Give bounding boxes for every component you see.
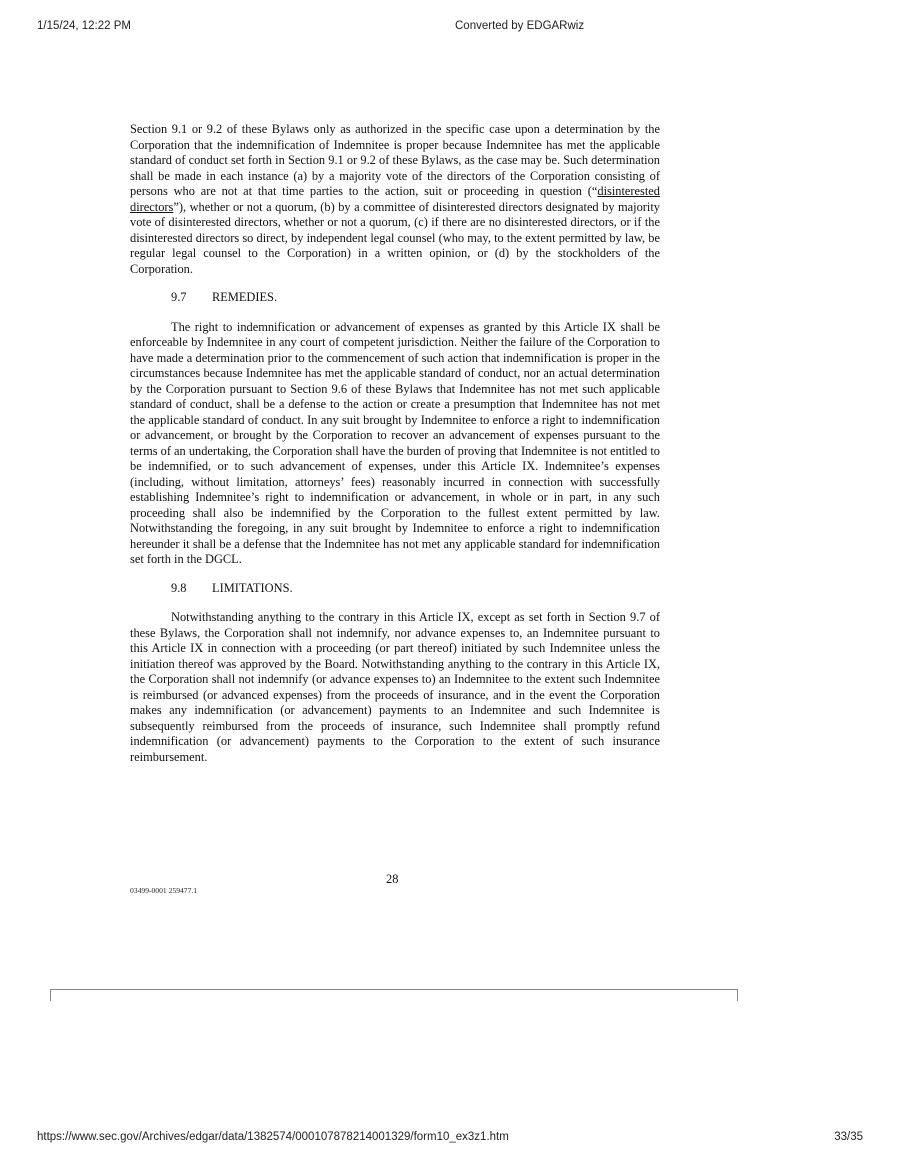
print-header	[0, 20, 900, 36]
source-url: https://www.sec.gov/Archives/edgar/data/1382574/000107878214001329/form10_ex3z1.htm	[37, 1131, 509, 1143]
converter-label: Converted by EDGARwiz	[455, 20, 585, 32]
page-divider	[50, 989, 738, 1001]
page-number: 28	[386, 872, 399, 886]
section-number: 9.7	[171, 290, 187, 304]
section-body-9-7: The right to indemnification or advancement of expenses as granted by this Article IX shall be enforceable by Indemnitee in any court of competent jurisdiction. Neither the failure of the Corporation to have made a determination prior to the commencement of such action that indemnification is proper in the circumstances because Indemnitee has met the applicable standard of conduct, nor an actual determination by the Corporation pursuant to Section 9.6 of these Bylaws that Indemnitee has not met such applicable standard of conduct, shall be a defense to the action or create a presumption that Indemnitee has not met the applicable standard of conduct. In any suit brought by Indemnitee to enforce a right to indemnification or advancement, or brought by the Corporation to recover an advancement of expenses pursuant to the terms of an undertaking, the Corporation shall have the burden of proving that Indemnitee is not entitled to be indemnified, or to such advancement of expenses, under this Article IX. Indemnitee’s expenses (including, without limitation, attorneys’ fees) reasonably incurred in connection with successfully establishing Indemnitee’s right to indemnification or advancement, in whole or in part, in any such proceeding shall also be indemnified by the Corporation to the fullest extent permitted by law. Notwithstanding the foregoing, in any suit brought by Indemnitee to enforce a right to indemnification hereunder it shall be a defense that the Indemnitee has not met any applicable standard for indemnification set forth in the DGCL.	[130, 319, 660, 566]
paragraph-text-before: Section 9.1 or 9.2 of these Bylaws only as authorized in the specific case upon a determination by the Corporation that the indemnification of Indemnitee is proper because Indemnitee has met the applicable standard of conduct set forth in Section 9.1 or 9.2 of these Bylaws, as the case may be. Such determination shall be made in each instance (a) by a majority vote of the directors of the Corporation consisting of persons who are not at that time parties to the action, suit or proceeding in question (“	[130, 122, 660, 198]
page-count: 33/35	[834, 1131, 863, 1143]
document-id: 03499-0001 259477.1	[130, 886, 198, 895]
defined-term: disinterested directors	[130, 184, 660, 214]
print-footer	[0, 1131, 900, 1147]
section-title: REMEDIES.	[212, 290, 278, 304]
section-heading-9-7	[171, 290, 660, 306]
section-body-9-8: Notwithstanding anything to the contrary in this Article IX, except as set forth in Section 9.7 of these Bylaws, the Corporation shall not indemnify, nor advance expenses to, an Indemnitee pursuant to this Article IX in connection with a proceeding (or part thereof) initiated by such Indemnitee unless the initiation thereof was approved by the Board. Notwithstanding anything to the contrary in this Article IX, the Corporation shall not indemnify (or advance expenses to) an Indemnitee to the extent such Indemnitee is reimbursed (or advanced expenses) from the proceeds of insurance, and in the event the Corporation makes any indemnification (or advancement) payments to an Indemnitee and such Indemnitee is subsequently reimbursed from the proceeds of insurance, such Indemnitee shall promptly refund indemnification (or advancement) payments to the Corporation to the extent of such insurance reimbursement.	[130, 610, 660, 764]
document-body	[130, 122, 660, 765]
section-title: LIMITATIONS.	[212, 580, 293, 595]
section-heading-9-8	[171, 581, 660, 597]
paragraph-text-after: ”), whether or not a quorum, (b) by a committee of disinterested directors designated by majority vote of disinterested directors, whether or not a quorum, (c) if there are no disinterested directors, or if the disinterested directors so direct, by independent legal counsel (who may, to the extent permitted by law, be regular legal counsel to the Corporation) in a written opinion, or (d) by the stockholders of the Corporation.	[130, 199, 660, 276]
section-number: 9.8	[171, 580, 187, 595]
continuation-paragraph	[130, 122, 660, 277]
print-datetime: 1/15/24, 12:22 PM	[37, 20, 131, 32]
